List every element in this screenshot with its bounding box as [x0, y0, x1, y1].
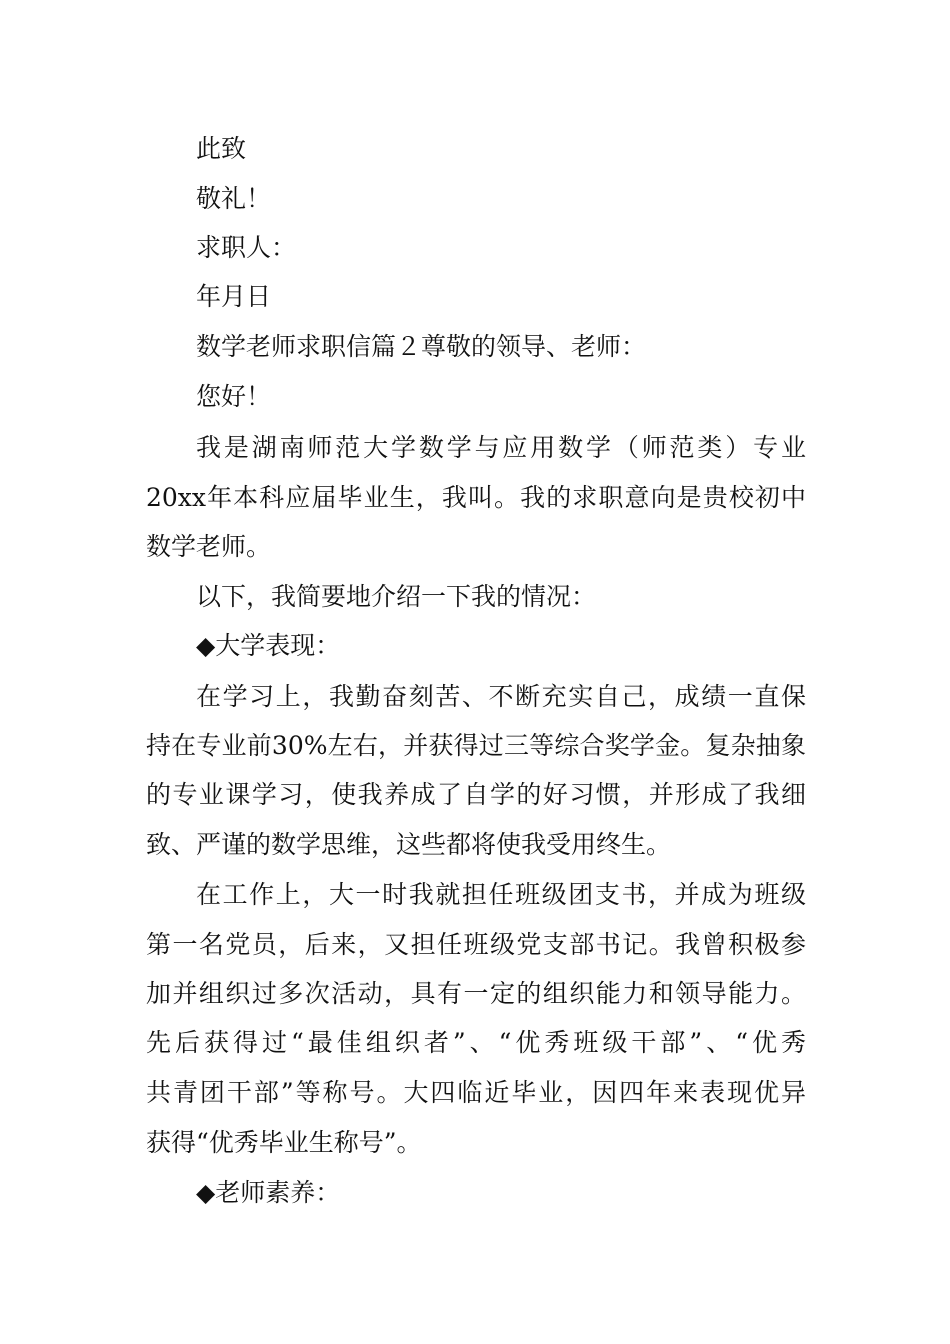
intro-line: 20xx年本科应届毕业生，我叫。我的求职意向是贵校初中 — [146, 483, 806, 512]
closing-regards: 敬礼！ — [196, 184, 272, 213]
study-line: 的专业课学习，使我养成了自学的好习惯，并形成了我细 — [146, 780, 806, 809]
applicant-label: 求职人： — [196, 233, 297, 262]
letter-greeting: 您好！ — [196, 382, 272, 411]
section-title-university: ◆大学表现： — [196, 631, 341, 660]
study-line: 持在专业前30%左右，并获得过三等综合奖学金。复杂抽象 — [146, 731, 806, 760]
study-line: 在学习上，我勤奋刻苦、不断充实自己，成绩一直保 — [196, 682, 806, 711]
work-line: 第一名党员，后来，又担任班级党支部书记。我曾积极参 — [146, 930, 806, 959]
study-line: 致、严谨的数学思维，这些都将使我受用终生。 — [146, 830, 672, 859]
date-line: 年月日 — [196, 282, 272, 311]
work-line: 共青团干部”等称号。大四临近毕业，因四年来表现优异 — [146, 1078, 806, 1107]
work-line: 先后获得过“最佳组织者”、“优秀班级干部”、“优秀 — [146, 1028, 806, 1057]
intro-line: 数学老师。 — [146, 532, 272, 561]
work-line: 获得“优秀毕业生称号”。 — [146, 1128, 422, 1157]
work-line: 加并组织过多次活动，具有一定的组织能力和领导能力。 — [146, 979, 806, 1008]
work-line: 在工作上，大一时我就担任班级团支书，并成为班级 — [196, 880, 806, 909]
overview-line: 以下，我简要地介绍一下我的情况： — [196, 582, 597, 611]
intro-line: 我是湖南师范大学数学与应用数学（师范类）专业 — [196, 433, 806, 462]
closing-salutation: 此致 — [196, 134, 247, 163]
letter-heading: 数学老师求职信篇２尊敬的领导、老师： — [196, 332, 647, 361]
section-title-teacher: ◆老师素养： — [196, 1178, 341, 1207]
